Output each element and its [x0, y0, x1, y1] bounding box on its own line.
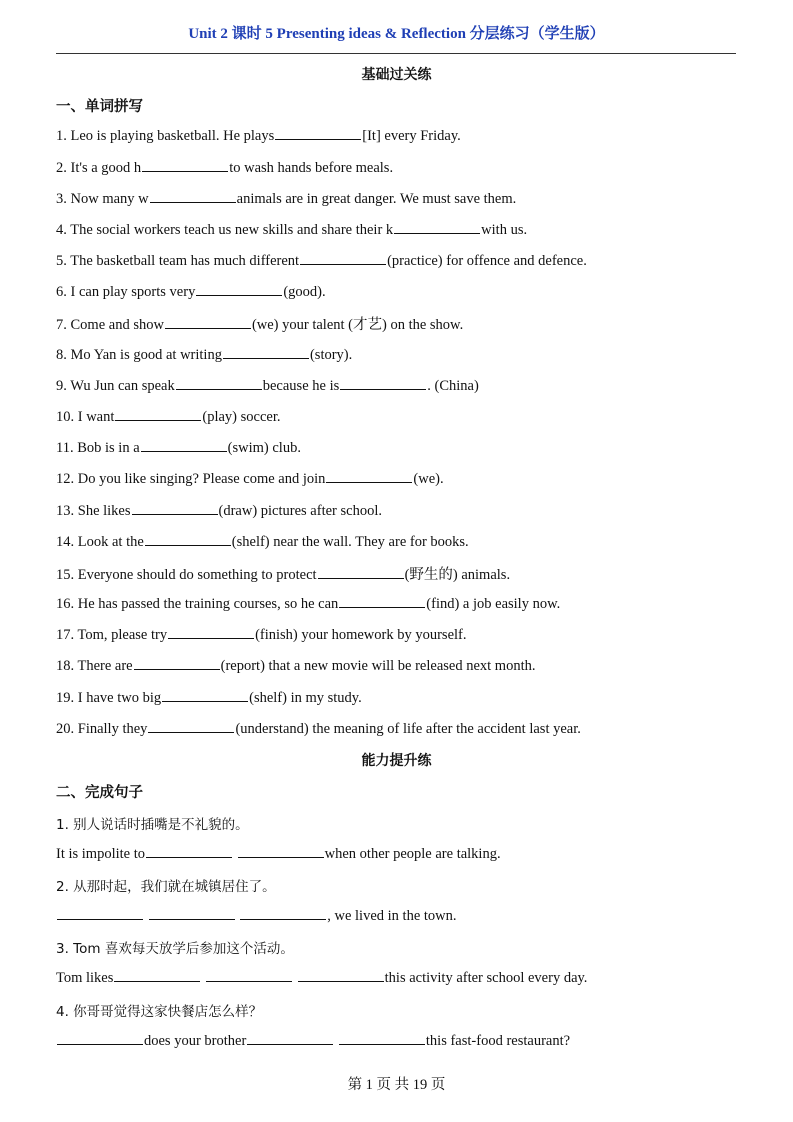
answer-blank: [145, 532, 231, 546]
sentence-answer-1: It is impolite to when other people are talking.: [56, 846, 501, 862]
answer-blank: [162, 688, 248, 702]
answer-blank: [146, 844, 232, 858]
exercise-item-13: 13. She likes (draw) pictures after school.: [56, 503, 382, 519]
sentence-prompt-4: 4. 你哥哥觉得这家快餐店怎么样？: [56, 1004, 263, 1020]
answer-blank: [142, 158, 228, 172]
answer-blank: [132, 501, 218, 515]
answer-blank: [326, 469, 412, 483]
exercise-item-11: 11. Bob is in a (swim) club.: [56, 440, 301, 456]
exercise-item-8: 8. Mo Yan is good at writing (story).: [56, 347, 353, 363]
answer-blank: [114, 968, 200, 982]
answer-blank: [115, 407, 201, 421]
header-divider: [56, 53, 736, 54]
exercise-item-20: 20. Finally they (understand) the meaning of life after the accident last year.: [56, 721, 581, 737]
answer-blank: [298, 968, 384, 982]
exercise-item-10: 10. I want (play) soccer.: [56, 409, 281, 425]
answer-blank: [339, 594, 425, 608]
exercise-item-1: 1. Leo is playing basketball. He plays [It] every Friday.: [56, 128, 461, 144]
answer-blank: [176, 376, 262, 390]
part-title-complete-sentences: 二、完成句子: [56, 785, 143, 801]
exercise-item-2: 2. It's a good h to wash hands before meals.: [56, 160, 394, 176]
answer-blank: [340, 376, 426, 390]
part-title-spelling: 一、单词拼写: [56, 99, 143, 115]
answer-blank: [134, 656, 220, 670]
exercise-item-4: 4. The social workers teach us new skills and share their k with us.: [56, 222, 528, 238]
exercise-item-17: 17. Tom, please try (finish) your homework by yourself.: [56, 627, 467, 643]
answer-blank: [149, 906, 235, 920]
sentence-prompt-1: 1. 别人说话时插嘴是不礼貌的。: [56, 817, 249, 833]
answer-blank: [223, 345, 309, 359]
sentence-answer-4: does your brother this fast-food restaurant?: [56, 1031, 570, 1050]
sentence-answer-3: Tom likes this activity after school every day.: [56, 970, 588, 986]
answer-blank: [57, 1031, 143, 1045]
exercise-item-18: 18. There are (report) that a new movie will be released next month.: [56, 658, 536, 674]
exercise-item-5: 5. The basketball team has much different (practice) for offence and defence.: [56, 253, 587, 269]
exercise-item-6: 6. I can play sports very (good).: [56, 284, 326, 300]
answer-blank: [206, 968, 292, 982]
sentence-prompt-2: 2. 从那时起，我们就在城镇居住了。: [56, 879, 276, 895]
answer-blank: [168, 625, 254, 639]
answer-blank: [196, 282, 282, 296]
exercise-item-3: 3. Now many w animals are in great danger. We must save them.: [56, 191, 517, 207]
answer-blank: [148, 719, 234, 733]
exercise-item-16: 16. He has passed the training courses, so he can (find) a job easily now.: [56, 596, 561, 612]
section-title-basic: 基础过关练: [361, 67, 432, 83]
answer-blank: [238, 844, 324, 858]
exercise-item-19: 19. I have two big (shelf) in my study.: [56, 690, 362, 706]
section-title-advanced: 能力提升练: [361, 753, 432, 769]
answer-blank: [300, 251, 386, 265]
page-number-footer: 第 1 页 共 19 页: [347, 1077, 446, 1093]
answer-blank: [247, 1031, 333, 1045]
answer-blank: [275, 126, 361, 140]
exercise-item-15: 15. Everyone should do something to protect (野生的) animals.: [56, 567, 511, 583]
answer-blank: [394, 220, 480, 234]
sentence-answer-2: , we lived in the town.: [56, 906, 457, 925]
answer-blank: [141, 438, 227, 452]
exercise-item-14: 14. Look at the (shelf) near the wall. They are for books.: [56, 534, 469, 550]
answer-blank: [318, 565, 404, 579]
exercise-item-7: 7. Come and show (we) your talent (才艺) on the show.: [56, 317, 464, 333]
answer-blank: [150, 189, 236, 203]
exercise-item-12: 12. Do you like singing? Please come and join (we).: [56, 471, 444, 487]
exercise-item-9: 9. Wu Jun can speak because he is . (China): [56, 378, 479, 394]
sentence-prompt-3: 3. Tom 喜欢每天放学后参加这个活动。: [56, 941, 294, 957]
answer-blank: [165, 315, 251, 329]
answer-blank: [240, 906, 326, 920]
answer-blank: [339, 1031, 425, 1045]
answer-blank: [57, 906, 143, 920]
document-header-title: Unit 2 课时 5 Presenting ideas & Reflection 分层练习（学生版）: [188, 26, 605, 42]
